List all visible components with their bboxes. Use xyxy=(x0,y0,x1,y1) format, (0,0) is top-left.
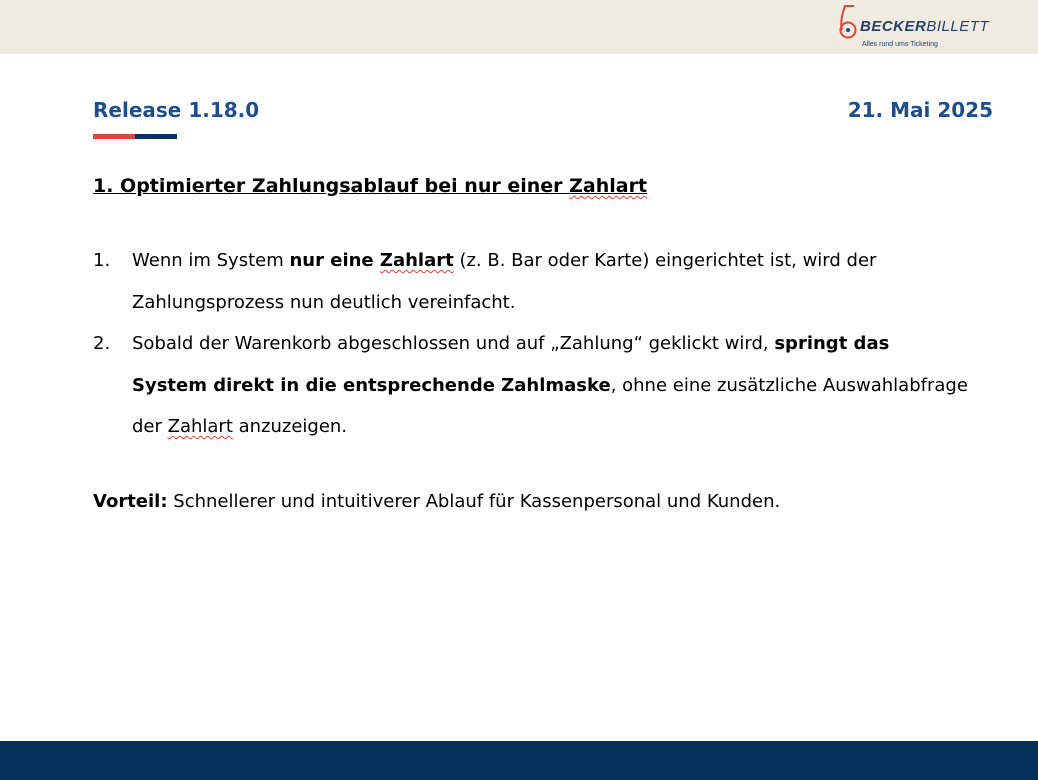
section-heading-text: 1. Optimierter Zahlungsablauf bei nur einer xyxy=(93,175,570,197)
accent-bar-navy xyxy=(135,134,177,139)
list-text: , ohne eine zusätzliche Auswahlabfrage xyxy=(610,374,968,396)
numbered-list xyxy=(93,240,973,448)
list-text: anzuzeigen. xyxy=(232,416,348,437)
list-number: 1. xyxy=(93,250,111,271)
list-text: (z. B. Bar oder Karte) eingerichtet ist, wird der xyxy=(453,250,877,271)
list-number: 2. xyxy=(93,333,111,354)
footer-band xyxy=(0,741,1038,780)
release-title: Release 1.18.0 xyxy=(93,98,260,122)
advantage-label: Vorteil: xyxy=(93,491,168,512)
list-item xyxy=(93,240,973,323)
logo-b-icon xyxy=(838,4,862,40)
company-logo xyxy=(838,4,1008,52)
list-keyword: Zahlart xyxy=(167,416,233,437)
list-bold-text: nur eine xyxy=(289,250,380,271)
logo-tagline: Alles rund ums Ticketing xyxy=(862,41,938,48)
list-bold-text: springt das xyxy=(774,333,890,354)
list-item xyxy=(93,323,973,448)
section-heading-keyword: Zahlart xyxy=(569,175,648,197)
list-bold-keyword: Zahlart xyxy=(379,250,454,271)
section-heading xyxy=(93,175,647,197)
list-text: Sobald der Warenkorb abgeschlossen und auf „Zahlung“ geklickt wird, xyxy=(132,333,775,354)
list-text: Zahlungsprozess nun deutlich vereinfacht. xyxy=(132,291,516,313)
logo-wordmark: BECKERBILLETT xyxy=(860,18,990,35)
list-text: der xyxy=(132,416,168,437)
advantage-line xyxy=(93,491,780,512)
release-date: 21. Mai 2025 xyxy=(847,98,993,122)
list-text: Wenn im System xyxy=(132,250,290,271)
advantage-text: Schnellerer und intuitiverer Ablauf für Kassenpersonal und Kunden. xyxy=(167,491,781,512)
accent-bar-red xyxy=(93,134,135,139)
list-bold-text: System direkt in die entsprechende Zahlmaske xyxy=(132,374,611,396)
